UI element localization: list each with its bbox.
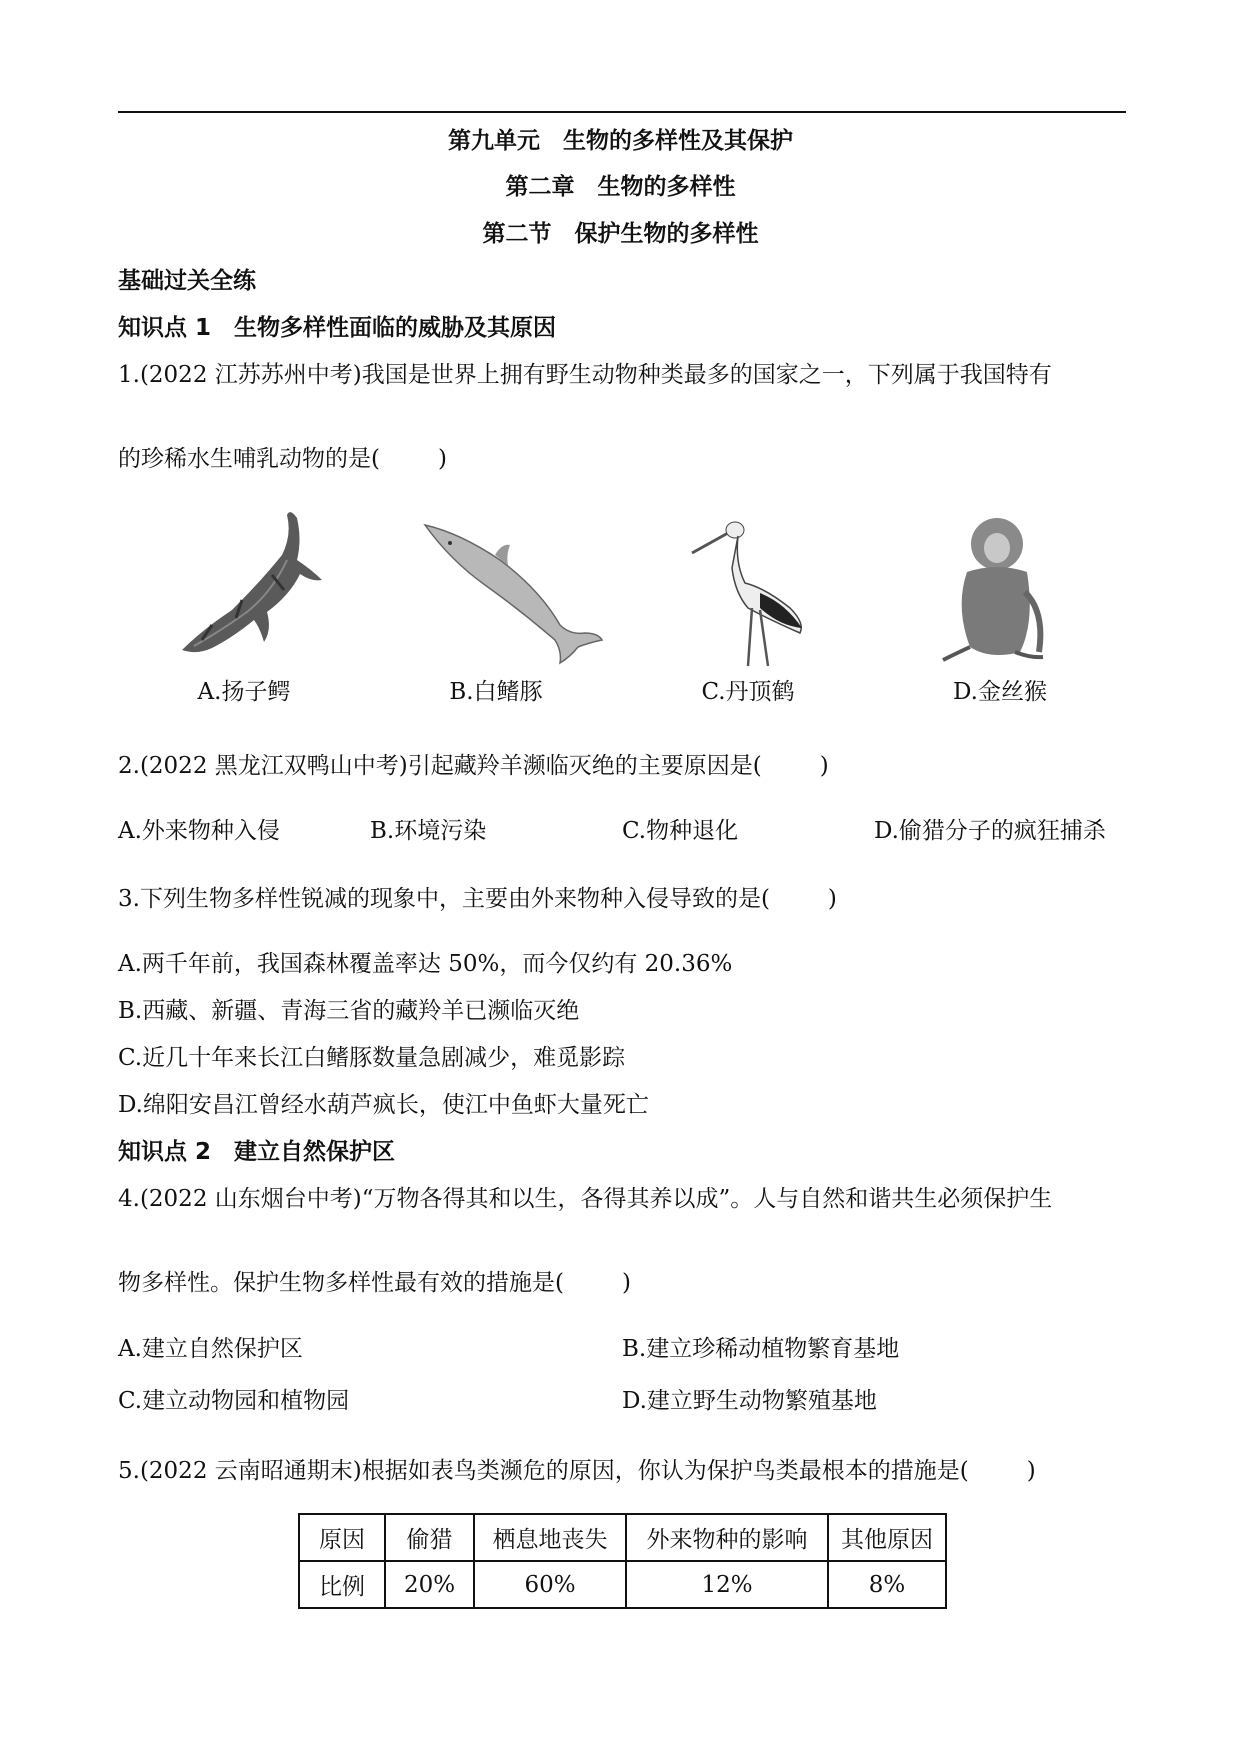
table-header-cell: 栖息地丧失 — [474, 1514, 626, 1561]
q3-option-b[interactable]: B.西藏、新疆、青海三省的藏羚羊已濒临灭绝 — [118, 998, 580, 1024]
q3-option-c[interactable]: C.近几十年来长江白鳍豚数量急剧减少，难觅影踪 — [118, 1045, 626, 1071]
q4-close-paren: ) — [621, 1270, 631, 1296]
q4-option-c[interactable]: C.建立动物园和植物园 — [118, 1388, 350, 1414]
bird-endangerment-table — [298, 1513, 947, 1609]
q1-option-d[interactable]: D.金丝猴 — [953, 679, 1047, 705]
table-header-cell: 偷猎 — [385, 1514, 474, 1561]
table-header-cell: 外来物种的影响 — [626, 1514, 828, 1561]
q4-stem-text: 物多样性。保护生物多样性最有效的措施是( — [118, 1270, 564, 1296]
table-cell: 8% — [828, 1561, 946, 1608]
chapter-title: 第二章 生物的多样性 — [505, 174, 736, 200]
table-cell: 60% — [474, 1561, 626, 1608]
q1-stem-text: 的珍稀水生哺乳动物的是( — [118, 446, 380, 472]
q3-option-d[interactable]: D.绵阳安昌江曾经水葫芦疯长，使江中鱼虾大量死亡 — [118, 1092, 649, 1118]
q2-option-a[interactable]: A.外来物种入侵 — [118, 818, 280, 844]
q1-stem-line1: 1.(2022 江苏苏州中考)我国是世界上拥有野生动物种类最多的国家之一，下列属于我国特有 — [118, 362, 1052, 388]
q1-option-a[interactable]: A.扬子鳄 — [197, 679, 291, 705]
q3-close-paren: ) — [827, 886, 837, 912]
table-cell: 比例 — [299, 1561, 385, 1608]
crane-image — [690, 508, 810, 668]
q4-stem-line1: 4.(2022 山东烟台中考)“万物各得其和以生，各得其养以成”。人与自然和谐共生必须保护生 — [118, 1186, 1053, 1212]
table-header-cell: 原因 — [299, 1514, 385, 1561]
q1-close-paren: ) — [437, 446, 447, 472]
q5-stem — [118, 1452, 1036, 1485]
q4-option-b[interactable]: B.建立珍稀动植物繁育基地 — [622, 1336, 900, 1362]
q5-close-paren: ) — [1026, 1458, 1036, 1484]
q2-stem — [118, 747, 829, 780]
q2-option-b[interactable]: B.环境污染 — [370, 818, 487, 844]
table-row — [299, 1514, 946, 1561]
table-cell: 20% — [385, 1561, 474, 1608]
practice-heading: 基础过关全练 — [118, 268, 256, 294]
q1-option-b[interactable]: B.白鳍豚 — [449, 679, 543, 705]
q4-stem-line2 — [118, 1264, 631, 1297]
q4-option-d[interactable]: D.建立野生动物繁殖基地 — [622, 1388, 877, 1414]
table-cell: 12% — [626, 1561, 828, 1608]
dolphin-image — [420, 515, 605, 665]
knowledge-point-2: 知识点 2 建立自然保护区 — [118, 1139, 396, 1165]
q5-stem-text: 5.(2022 云南昭通期末)根据如表鸟类濒危的原因，你认为保护鸟类最根本的措施是( — [118, 1458, 969, 1484]
top-rule — [118, 111, 1126, 113]
q2-stem-text: 2.(2022 黑龙江双鸭山中考)引起藏羚羊濒临灭绝的主要原因是( — [118, 753, 762, 779]
q4-option-a[interactable]: A.建立自然保护区 — [118, 1336, 303, 1362]
q2-option-c[interactable]: C.物种退化 — [622, 818, 739, 844]
unit-title: 第九单元 生物的多样性及其保护 — [448, 128, 793, 154]
q3-stem-text: 3.下列生物多样性锐减的现象中，主要由外来物种入侵导致的是( — [118, 886, 770, 912]
alligator-image — [172, 500, 332, 660]
q2-option-d[interactable]: D.偷猎分子的疯狂捕杀 — [874, 818, 1106, 844]
table-row — [299, 1561, 946, 1608]
q2-close-paren: ) — [819, 753, 829, 779]
q1-option-c[interactable]: C.丹顶鹤 — [701, 679, 795, 705]
table-header-cell: 其他原因 — [828, 1514, 946, 1561]
q3-option-a[interactable]: A.两千年前，我国森林覆盖率达 50%，而今仅约有 20.36% — [118, 951, 733, 977]
q3-stem — [118, 880, 837, 913]
knowledge-point-1: 知识点 1 生物多样性面临的威胁及其原因 — [118, 315, 557, 341]
q1-stem-line2 — [118, 440, 447, 473]
section-title: 第二节 保护生物的多样性 — [482, 221, 759, 247]
monkey-image — [935, 512, 1050, 662]
